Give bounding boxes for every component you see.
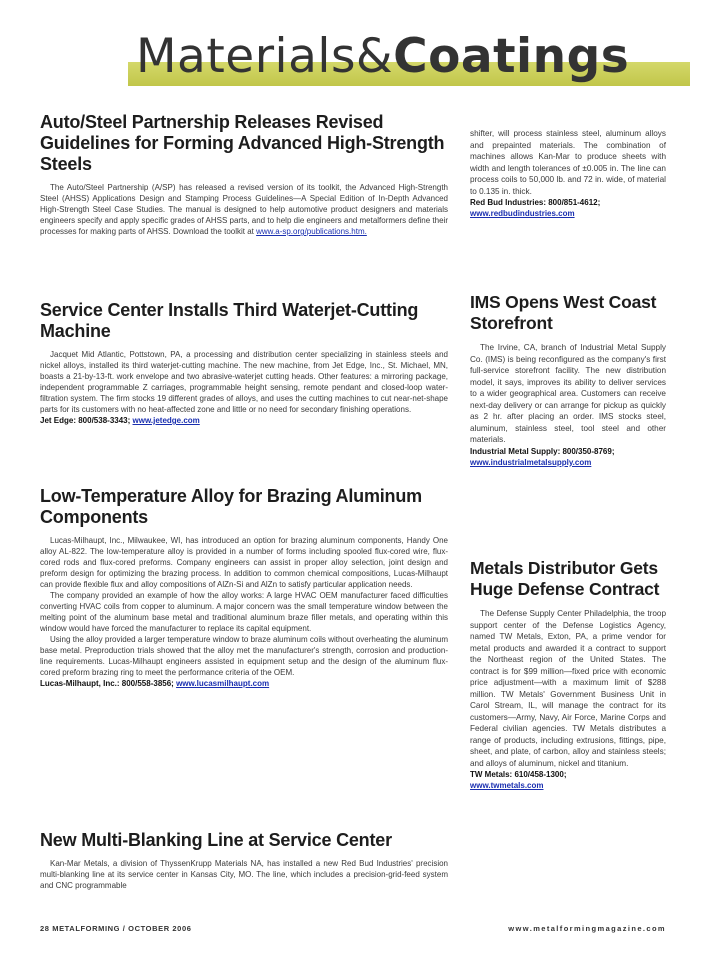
article-body [40,182,448,237]
article-paragraph: The Irvine, CA, branch of Industrial Metal Supply Co. (IMS) is being reconfigured as the company's first full-service storefront facility. The new distribution model, it says, improves its ability to deliver services to a wider geographical area. Customers can receive next-day delivery or can arrange for pickup as quickly as 2 hr. after placing an order. IMS stocks steel, aluminum, stainless steel, tool steel and other materials. [470,343,666,444]
contact-text: Lucas-Milhaupt, Inc.: 800/558-3856; [40,679,174,688]
section-title [136,28,629,85]
contact-link[interactable]: www.twmetals.com [470,781,544,790]
article-paragraph: Using the alloy provided a larger temperature window to braze aluminum coils without overheating the aluminum base metal. Preproduction trials showed that the alloy met the manufacturer's strength, corrosion and production-line requirements. Lucas-Milhaupt engineers assisted in equipment setup and the design of the aluminum flux-cored preform brazing ring to meet the performance criteria of the OEM. [40,635,448,677]
paragraph-text: The Auto/Steel Partnership (A/SP) has released a revised version of its toolkit, the Advanced High-Strength Steel (AHSS) Applications Design and Stamping Process Guidelines—A Special Edition of In-Depth Advanced High-Strength Steel Case Studies. The manual is designed to help automotive product designers and materials engineers specify and apply specific grades of AHSS parts, and to help die engineers and metalformers define their processes for making parts of AHSS. Download the toolkit at [40,183,448,236]
footer-page-info: 28 METALFORMING / OCTOBER 2006 [40,924,192,933]
article-alloy [40,486,448,689]
article-body [470,608,666,791]
article-paragraph: Kan-Mar Metals, a division of ThyssenKrupp Materials NA, has installed a new Red Bud Industries' precision multi-blanking line at its service center in Kansas City, MO. The line, which includes a precision-grid-feed system and CNC programmable [40,859,448,890]
article-autosteel [40,112,448,237]
contact-link[interactable]: www.redbudindustries.com [470,209,575,218]
article-headline: Service Center Installs Third Waterjet-Cutting Machine [40,300,419,341]
article-body [470,128,666,219]
article-defense [470,558,666,791]
article-paragraph: shifter, will process stainless steel, aluminum alloys and prepainted materials. The combination of machines allows Kan-Mar to produce sheets with width and length tolerances of ±0.005 in. The line can process coils to 50,000 lb. and 72 in. wide, of material to 0.135 in. thick. [470,129,666,196]
section-title-light: Materials& [136,29,394,84]
article-headline: Metals Distributor Gets Huge Defense Contract [470,558,660,599]
article-paragraph: The company provided an example of how the alloy works: A large HVAC OEM manufacturer faced difficulties converting HVAC coils from copper to aluminum. A major concern was the small temperature window between the melting point of the aluminum base metal and traditional aluminum braze filler metals, and operating within this window would have forced the manufacturer to replace its capital equipment. [40,591,448,633]
contact-text: Industrial Metal Supply: 800/350-8769; [470,446,615,456]
contact-link[interactable]: www.industrialmetalsupply.com [470,457,592,467]
contact-text: Jet Edge: 800/538-3343; [40,416,131,425]
article-headline: IMS Opens West Coast Storefront [470,292,657,333]
footer-website[interactable]: www.metalformingmagazine.com [508,924,666,933]
article-headline: Auto/Steel Partnership Releases Revised Guidelines for Forming Advanced High-Strength Steels [40,112,445,174]
article-paragraph [40,182,448,237]
article-paragraph: Jacquet Mid Atlantic, Pottstown, PA, a processing and distribution center specializing in stainless steels and nickel alloys, installed its third waterjet-cutting machine. The new machine, from Jet Edge, Inc., St. Michael, MN, boasts a 21-by-13-ft. work envelope and two abrasive-waterjet cutting heads. Other features: a mirroring package, independent programmable Z carriages, programmable height sensing, remote pendant and closed-loop water-filtration system. The firm stocks 19 different grades of alloys, and uses the cutting machines to cut near-net-shape parts for its customers with no heat-affected zone and little or no need for secondary finishing operations. [40,350,448,414]
article-headline: New Multi-Blanking Line at Service Center [40,830,392,850]
contact-link[interactable]: www.lucasmilhaupt.com [176,679,270,688]
article-contact [470,446,666,468]
page-footer [40,924,666,938]
section-header [0,0,704,100]
article-ims [470,292,666,468]
article-body [470,342,666,468]
article-waterjet [40,300,448,426]
article-contact [40,415,448,426]
article-contact [470,197,666,219]
article-body [40,349,448,426]
article-body [40,535,448,689]
article-contact [470,769,666,791]
contact-link[interactable]: www.jetedge.com [132,416,200,425]
contact-text: Red Bud Industries: 800/851-4612; [470,198,601,207]
article-blanking [40,830,448,891]
article-contact [40,678,448,689]
contact-text: TW Metals: 610/458-1300; [470,770,567,779]
article-headline: Low-Temperature Alloy for Brazing Aluminum Components [40,486,422,527]
article-paragraph: The Defense Supply Center Philadelphia, the troop support center of the Defense Logistics Agency, named TW Metals, Exton, PA, a prime vendor for metal products and awarded it a contract to support the Northeast region of the United States. The contract is for $99 million—fixed price with economic price adjustment—with a maximum limit of $288 million. TW Metals' Government Business Unit in Carol Stream, IL, will manage the contract for its customers—Army, Navy, Air Force, Marine Corps and Federal civilian agencies. TW Metals distributes a range of products, including extrusions, fittings, pipe, sheet, and plate, of carbon, alloy and stainless steels; and alloys of aluminum, nickel and titanium. [470,609,666,768]
section-title-bold: Coatings [393,29,630,84]
article-paragraph: Lucas-Milhaupt, Inc., Milwaukee, WI, has introduced an option for brazing aluminum components, Handy One alloy AL-822. The low-temperature alloy is provided in a number of forms including spooled flux-cored wire, flux-cored rods and flux-cored preforms. Company engineers can assist in proper alloy selection, joint design and preform design for optimizing the brazing process. In addition to common chemical compositions, Lucas-Milhaupt can provide flexible flux and alloy compositions of AlZn-Si and AlZn to satisfy particular application needs. [40,536,448,589]
article-body [40,858,448,891]
toolkit-link[interactable]: www.a-sp.org/publications.htm. [256,227,367,236]
article-blanking-continued [470,128,666,219]
